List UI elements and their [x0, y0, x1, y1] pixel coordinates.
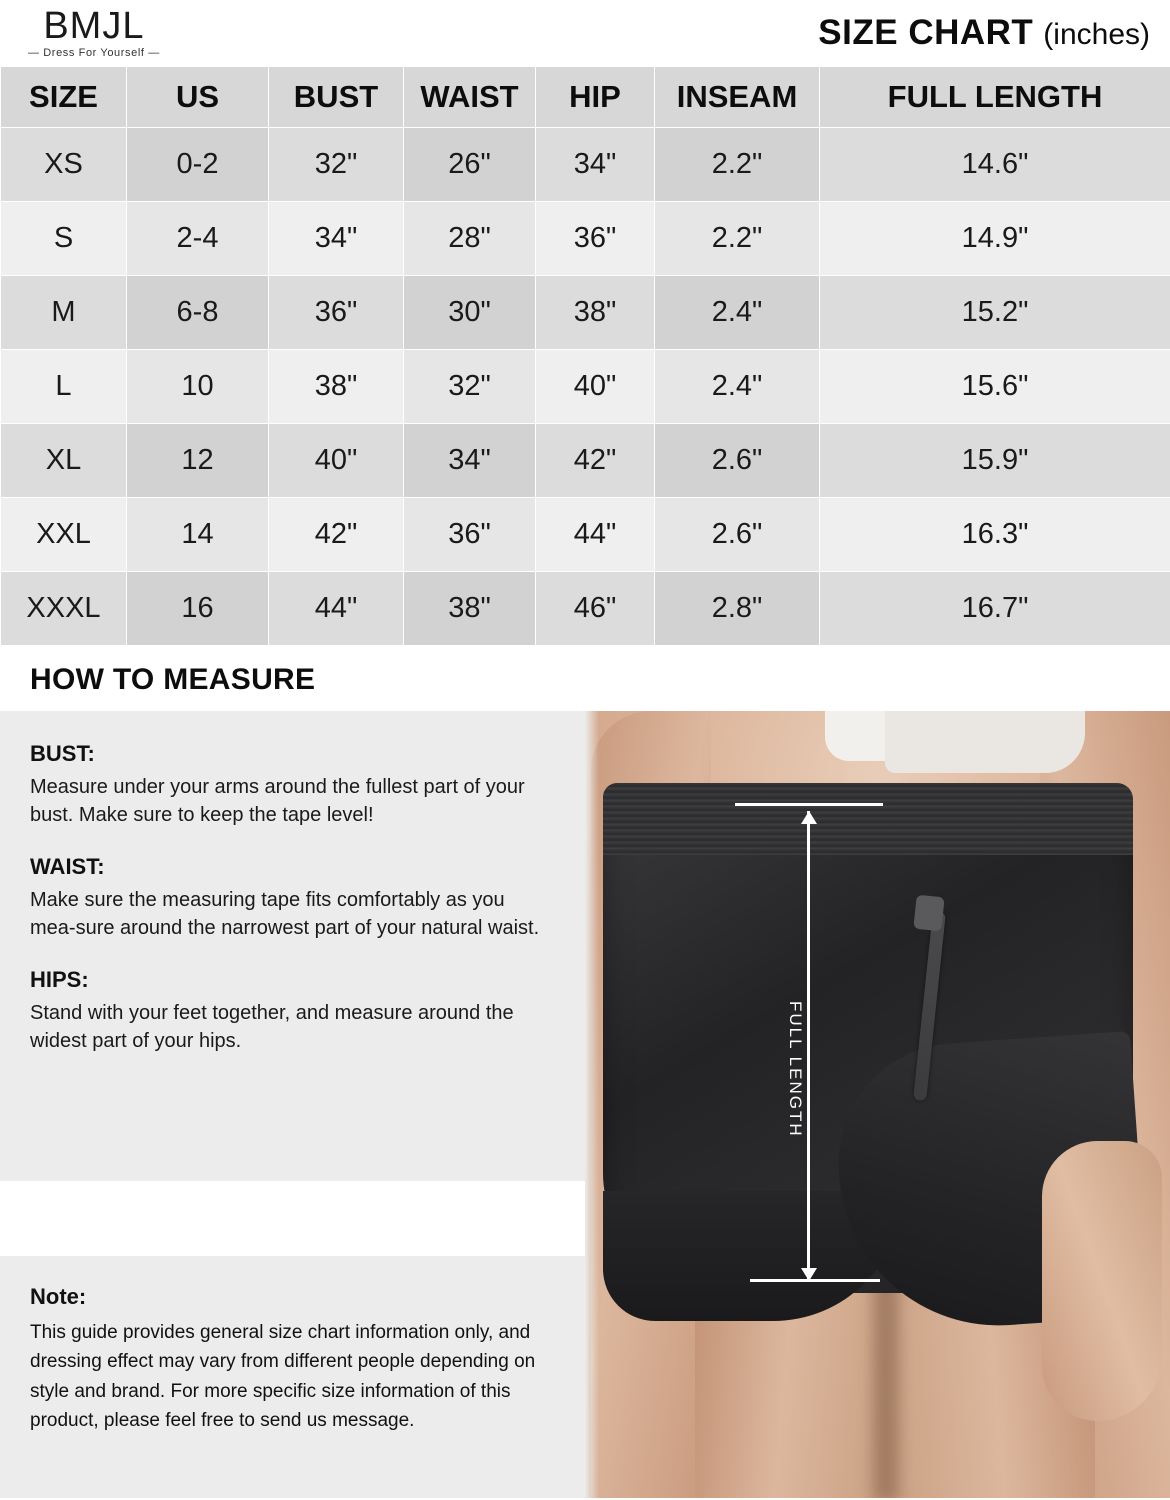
cell-us: 14 — [127, 498, 269, 572]
cell-hip: 40" — [536, 350, 655, 424]
cell-size: XXL — [1, 498, 127, 572]
cell-waist: 36" — [404, 498, 536, 572]
cell-hip: 36" — [536, 202, 655, 276]
cell-waist: 32" — [404, 350, 536, 424]
column-header-size: SIZE — [1, 67, 127, 128]
note-body: This guide provides general size chart information only, and dressing effect may vary from different people depending on style and brand. For more specific size information of this product, please feel free to send us message. — [30, 1322, 536, 1432]
column-header-us: US — [127, 67, 269, 128]
cell-size: M — [1, 276, 127, 350]
cell-full-length: 16.3" — [820, 498, 1170, 572]
cell-waist: 26" — [404, 128, 536, 202]
cell-us: 0-2 — [127, 128, 269, 202]
cell-full-length: 16.7" — [820, 572, 1170, 646]
page-title — [818, 13, 1150, 53]
note-heading: Note: — [30, 1284, 87, 1309]
table-row — [1, 276, 1170, 350]
cell-waist: 28" — [404, 202, 536, 276]
table-row — [1, 424, 1170, 498]
cell-full-length: 15.9" — [820, 424, 1170, 498]
cell-bust: 34" — [269, 202, 404, 276]
cell-full-length: 14.9" — [820, 202, 1170, 276]
cell-full-length: 15.2" — [820, 276, 1170, 350]
product-photo — [585, 711, 1170, 1498]
cell-inseam: 2.2" — [655, 202, 820, 276]
table-row — [1, 128, 1170, 202]
page-title-main: SIZE CHART — [818, 13, 1034, 52]
page-title-unit: (inches) — [1043, 18, 1150, 51]
cell-inseam: 2.6" — [655, 424, 820, 498]
table-header-row — [1, 67, 1170, 128]
column-header-inseam: INSEAM — [655, 67, 820, 128]
cell-bust: 44" — [269, 572, 404, 646]
table-row — [1, 498, 1170, 572]
column-header-full-length: FULL LENGTH — [820, 67, 1170, 128]
note-panel — [0, 1256, 585, 1498]
cell-full-length: 15.6" — [820, 350, 1170, 424]
cell-inseam: 2.8" — [655, 572, 820, 646]
cell-bust: 38" — [269, 350, 404, 424]
measure-arrow-line — [807, 811, 810, 1281]
cell-us: 16 — [127, 572, 269, 646]
how-to-measure-title: HOW TO MEASURE — [30, 663, 316, 696]
table-row — [1, 572, 1170, 646]
photo-left-fade — [585, 711, 599, 1498]
cell-size: S — [1, 202, 127, 276]
cell-waist: 30" — [404, 276, 536, 350]
model-hand — [1042, 1141, 1162, 1421]
measure-arrow-top-cap — [735, 803, 883, 806]
full-length-annotation: FULL LENGTH — [786, 1001, 805, 1138]
shorts-waistband — [603, 783, 1133, 855]
table-row — [1, 202, 1170, 276]
panel-divider — [0, 1181, 585, 1256]
cell-hip: 44" — [536, 498, 655, 572]
cell-inseam: 2.4" — [655, 350, 820, 424]
model-top-garment-fold — [885, 711, 1085, 773]
brand-tagline: — Dress For Yourself — — [28, 47, 160, 59]
cell-hip: 46" — [536, 572, 655, 646]
cell-bust: 36" — [269, 276, 404, 350]
cell-hip: 38" — [536, 276, 655, 350]
table-row — [1, 350, 1170, 424]
arrow-down-icon — [801, 1268, 817, 1281]
column-header-bust: BUST — [269, 67, 404, 128]
size-chart-table — [0, 66, 1170, 646]
cell-full-length: 14.6" — [820, 128, 1170, 202]
cell-inseam: 2.6" — [655, 498, 820, 572]
cell-size: XXXL — [1, 572, 127, 646]
zipper-pull-icon — [913, 895, 944, 932]
cell-inseam: 2.2" — [655, 128, 820, 202]
measure-waist-heading: WAIST: — [30, 853, 105, 879]
cell-waist: 38" — [404, 572, 536, 646]
cell-us: 10 — [127, 350, 269, 424]
measure-instructions-panel — [0, 711, 585, 1181]
cell-inseam: 2.4" — [655, 276, 820, 350]
cell-waist: 34" — [404, 424, 536, 498]
cell-size: XL — [1, 424, 127, 498]
how-to-measure-section — [0, 711, 1170, 1498]
cell-us: 6-8 — [127, 276, 269, 350]
cell-us: 2-4 — [127, 202, 269, 276]
cell-size: XS — [1, 128, 127, 202]
cell-us: 12 — [127, 424, 269, 498]
cell-bust: 32" — [269, 128, 404, 202]
column-header-hip: HIP — [536, 67, 655, 128]
arrow-up-icon — [801, 811, 817, 824]
cell-hip: 42" — [536, 424, 655, 498]
column-header-waist: WAIST — [404, 67, 536, 128]
brand-name: BMJL — [43, 5, 145, 47]
cell-bust: 40" — [269, 424, 404, 498]
cell-bust: 42" — [269, 498, 404, 572]
brand-logo — [28, 7, 160, 59]
measure-bust-heading: BUST: — [30, 741, 95, 766]
measure-text-column — [0, 711, 585, 1498]
page-header — [0, 0, 1170, 66]
measure-hips-heading: HIPS: — [30, 966, 89, 992]
measure-hips-body: Stand with your feet together, and measure around the widest part of your hips. — [30, 1001, 514, 1052]
cell-hip: 34" — [536, 128, 655, 202]
measure-bust-body: Measure under your arms around the fullest part of your bust. Make sure to keep the tape level! — [30, 776, 525, 827]
measure-waist-body: Make sure the measuring tape fits comfortably as you mea-sure around the narrowest part of your natural waist. — [30, 888, 540, 940]
cell-size: L — [1, 350, 127, 424]
